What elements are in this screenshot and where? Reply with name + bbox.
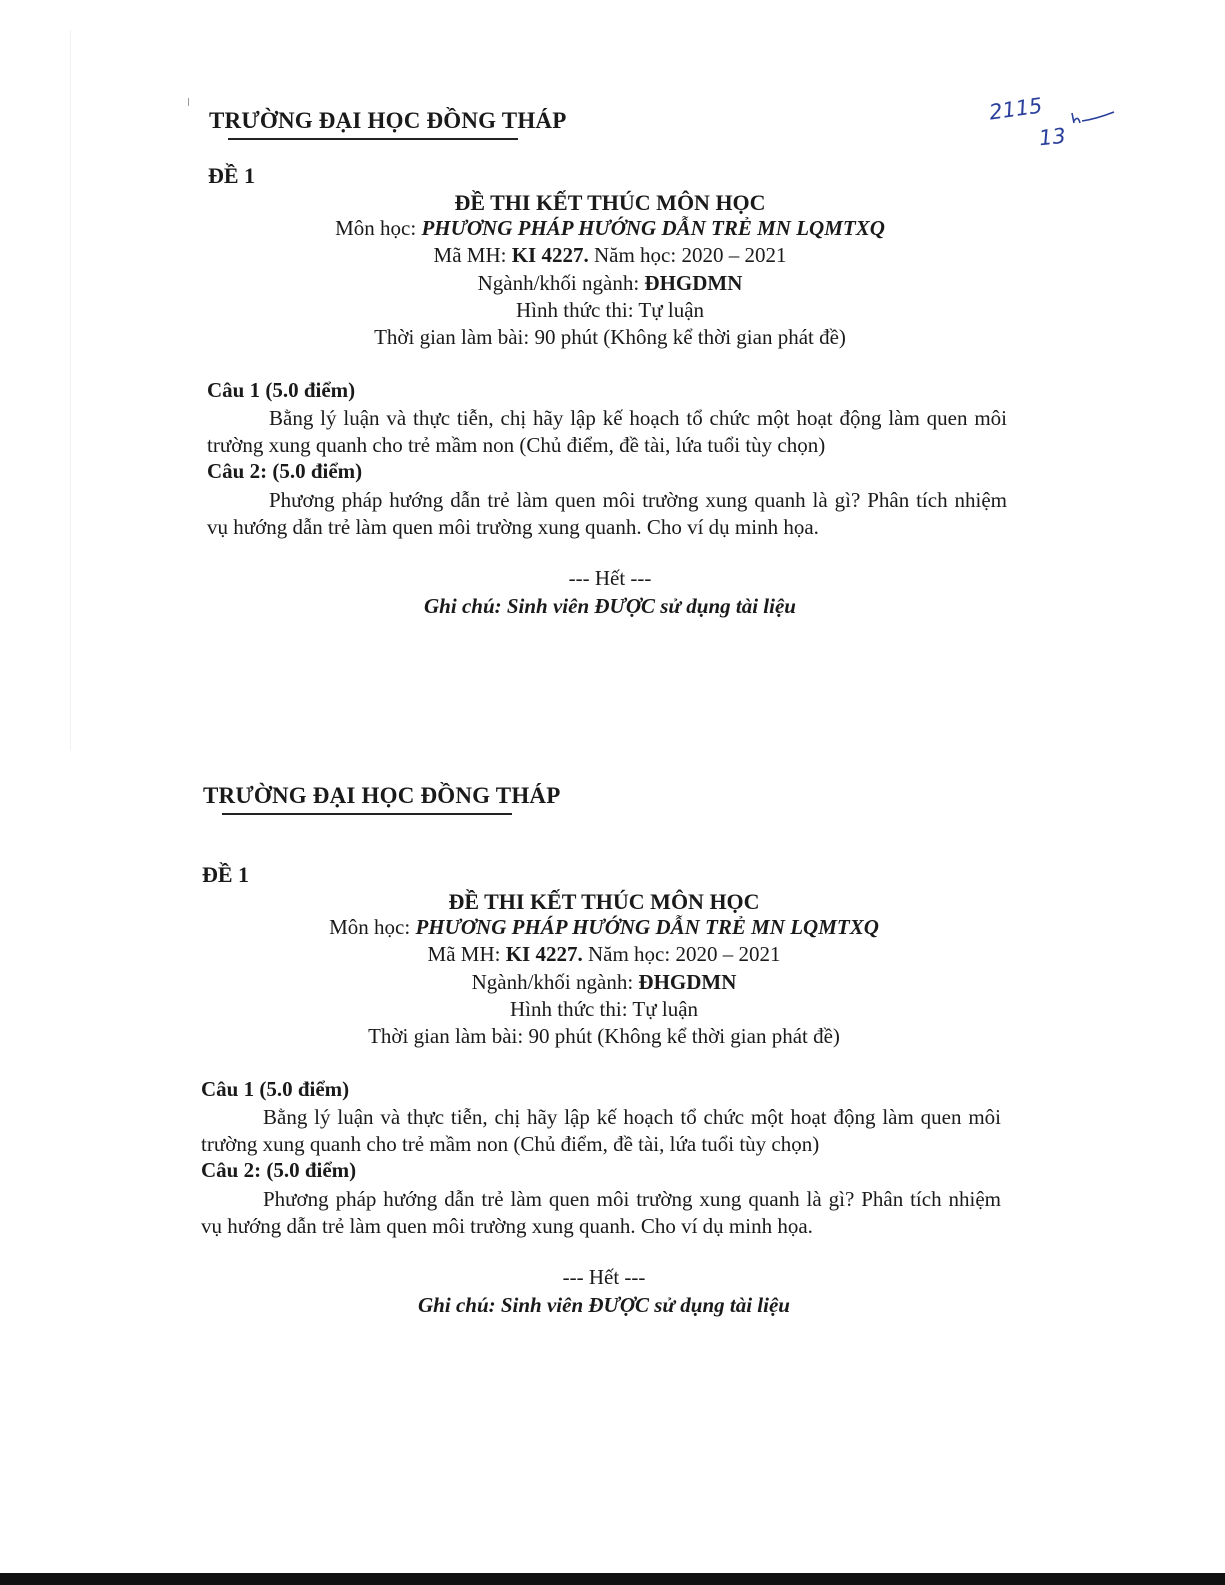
course-code-label: Mã MH:	[427, 942, 506, 966]
major-line	[260, 271, 960, 296]
question-2-text: Phương pháp hướng dẫn trẻ làm quen môi trường xung quanh là gì? Phân tích nhiệm vụ hướng dẫn trẻ làm quen môi trường xung quanh. Cho ví dụ minh họa.	[201, 1187, 1001, 1238]
subject-label: Môn học:	[335, 216, 422, 240]
end-marker: --- Hết ---	[568, 566, 652, 590]
footnote: Ghi chú: Sinh viên ĐƯỢC sử dụng tài liệu	[424, 594, 796, 618]
scan-border-bottom	[0, 1573, 1225, 1585]
major-label: Ngành/khối ngành:	[477, 271, 645, 295]
school-year: Năm học: 2020 – 2021	[582, 942, 781, 966]
scan-mark	[188, 98, 189, 106]
exam-label: ĐỀ 1	[202, 862, 250, 887]
course-code-value: KI 4227.	[511, 243, 589, 267]
footnote: Ghi chú: Sinh viên ĐƯỢC sử dụng tài liệu	[418, 1293, 790, 1317]
exam-form: Hình thức thi: Tự luận	[515, 298, 705, 322]
question-1-text: Bằng lý luận và thực tiễn, chị hãy lập kế hoạch tổ chức một hoạt động làm quen môi trường xung quanh cho trẻ mầm non (Chủ điểm, đề tài, lứa tuổi tùy chọn)	[201, 1105, 1001, 1156]
subject-value: PHƯƠNG PHÁP HƯỚNG DẪN TRẺ MN LQMTXQ	[421, 216, 885, 240]
course-code-line	[254, 942, 954, 967]
course-code-value: KI 4227.	[505, 942, 583, 966]
exam-title: ĐỀ THI KẾT THÚC MÔN HỌC	[454, 190, 766, 215]
exam-title: ĐỀ THI KẾT THÚC MÔN HỌC	[448, 889, 760, 914]
major-value: ĐHGDMN	[644, 271, 743, 295]
major-label: Ngành/khối ngành:	[471, 970, 639, 994]
course-code-label: Mã MH:	[433, 243, 512, 267]
school-name: TRƯỜNG ĐẠI HỌC ĐỒNG THÁP	[203, 783, 561, 808]
exam-label: ĐỀ 1	[208, 163, 256, 188]
handwritten-note-2: 13	[1037, 123, 1067, 151]
handwritten-initial	[1070, 109, 1116, 129]
exam-duration: Thời gian làm bài: 90 phút (Không kể thời gian phát đề)	[368, 1024, 840, 1048]
school-name: TRƯỜNG ĐẠI HỌC ĐỒNG THÁP	[209, 108, 567, 133]
exam-form: Hình thức thi: Tự luận	[509, 997, 699, 1021]
question-2-heading: Câu 2: (5.0 điểm)	[207, 459, 363, 483]
school-underline	[228, 138, 518, 140]
scan-edge-shadow	[70, 30, 71, 750]
school-year: Năm học: 2020 – 2021	[588, 243, 787, 267]
subject-line	[260, 216, 960, 241]
question-1-heading: Câu 1 (5.0 điểm)	[201, 1077, 350, 1101]
school-underline	[222, 813, 512, 815]
subject-line	[254, 915, 954, 940]
major-value: ĐHGDMN	[638, 970, 737, 994]
question-2-text: Phương pháp hướng dẫn trẻ làm quen môi trường xung quanh là gì? Phân tích nhiệm vụ hướng dẫn trẻ làm quen môi trường xung quanh. Cho ví dụ minh họa.	[207, 488, 1007, 539]
major-line	[254, 970, 954, 995]
question-2-heading: Câu 2: (5.0 điểm)	[201, 1158, 357, 1182]
handwritten-note-1: 2115	[987, 93, 1044, 125]
subject-label: Môn học:	[329, 915, 416, 939]
question-1-heading: Câu 1 (5.0 điểm)	[207, 378, 356, 402]
end-marker: --- Hết ---	[562, 1265, 646, 1289]
subject-value: PHƯƠNG PHÁP HƯỚNG DẪN TRẺ MN LQMTXQ	[415, 915, 879, 939]
exam-duration: Thời gian làm bài: 90 phút (Không kể thời gian phát đề)	[374, 325, 846, 349]
course-code-line	[260, 243, 960, 268]
question-1-text: Bằng lý luận và thực tiễn, chị hãy lập kế hoạch tổ chức một hoạt động làm quen môi trường xung quanh cho trẻ mầm non (Chủ điểm, đề tài, lứa tuổi tùy chọn)	[207, 406, 1007, 457]
